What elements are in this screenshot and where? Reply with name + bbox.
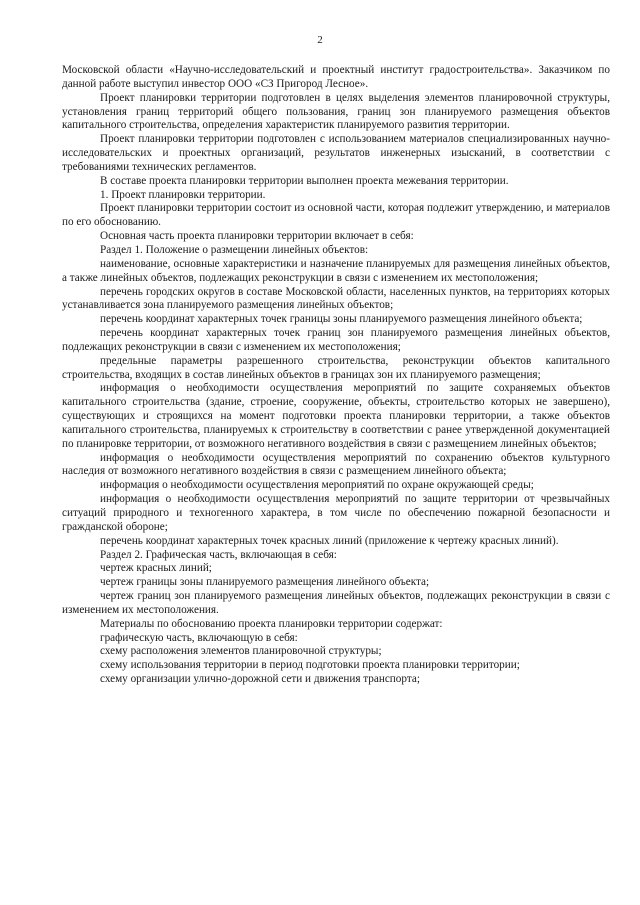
paragraph: Проект планировки территории подготовлен с использованием материалов специализированных научно-исследовательских и проектных организаций, результатов инженерных изысканий, в соответствии с требованиями технических регламентов. (62, 133, 610, 173)
paragraph: перечень координат характерных точек границ зон планируемого размещения линейных объектов, подлежащих реконструкции в связи с изменением их местоположения; (62, 327, 610, 353)
paragraph: схему расположения элементов планировочной структуры; (100, 645, 382, 658)
paragraph: чертеж красных линий; (100, 562, 212, 575)
document-body (62, 64, 610, 687)
paragraph: чертеж границы зоны планируемого размещения линейного объекта; (100, 576, 430, 589)
paragraph: перечень городских округов в составе Московской области, населенных пунктов, на территориях которых устанавливается зона планируемого размещения линейных объектов; (62, 285, 610, 312)
paragraph: 1. Проект планировки территории. (100, 188, 266, 201)
paragraph: Раздел 2. Графическая часть, включающая в себя: (100, 548, 337, 561)
paragraph: перечень координат характерных точек границы зоны планируемого размещения линейного объекта; (100, 313, 583, 326)
paragraph: предельные параметры разрешенного строительства, реконструкции объектов капитального строительства, входящих в состав линейных объектов в границах зон их планируемого размещения; (62, 354, 610, 381)
paragraph: Материалы по обоснованию проекта планировки территории содержат: (100, 617, 443, 630)
paragraph: информация о необходимости осуществления мероприятий по сохранению объектов культурного наследия от возможного негативного воздействия в связи с размещением линейного объекта; (62, 451, 610, 478)
paragraph: Основная часть проекта планировки территории включает в себя: (100, 230, 414, 243)
paragraph: Проект планировки территории состоит из основной части, которая подлежит утверждению, и материалов по его обоснованию. (62, 202, 610, 229)
paragraph: Проект планировки территории подготовлен в целях выделения элементов планировочной структуры, установления границ территорий общего пользования, границ зон планируемого размещения объектов капитального строительства, определения характеристик планируемого развития территории. (62, 91, 610, 132)
paragraph: В составе проекта планировки территории выполнен проекта межевания территории. (100, 174, 509, 187)
paragraph: схему использования территории в период подготовки проекта планировки территории; (100, 659, 520, 672)
paragraph: информация о необходимости осуществления мероприятий по защите сохраняемых объектов капитального строительства (здание, строение, сооружение, объекты, строительство которых не завершено), существующих и строящихся на момент подготовки проекта планировки территории, а также объектов капитального строительства, планируемых к строительству в соответствии с ранее утвержденной документацией по планировке территории, от возможного негативного воздействия в связи с размещением линейных объектов; (62, 382, 610, 450)
paragraph: графическую часть, включающую в себя: (100, 631, 298, 644)
paragraph: перечень координат характерных точек красных линий (приложение к чертежу красных линий). (100, 534, 559, 547)
paragraph: Московской области «Научно-исследовательский и проектный институт градостроительства». Заказчиком по данной работе выступил инвестор ООО «СЗ Пригород Лесное». (62, 64, 610, 90)
paragraph: схему организации улично-дорожной сети и движения транспорта; (100, 673, 420, 686)
paragraph: информация о необходимости осуществления мероприятий по защите территории от чрезвычайных ситуаций природного и техногенного характера, в том числе по обеспечению пожарной безопасности и гражданской обороне; (62, 493, 610, 533)
paragraph: информация о необходимости осуществления мероприятий по охране окружающей среды; (100, 479, 534, 492)
paragraph: чертеж границ зон планируемого размещения линейных объектов, подлежащих реконструкции в связи с изменением их местоположения. (62, 590, 610, 616)
paragraph: Раздел 1. Положение о размещении линейных объектов: (100, 243, 369, 256)
page-number: 2 (317, 34, 323, 46)
paragraph: наименование, основные характеристики и назначение планируемых для размещения линейных объектов, а также линейных объектов, подлежащих реконструкции в связи с изменением их местоположения; (62, 257, 610, 284)
